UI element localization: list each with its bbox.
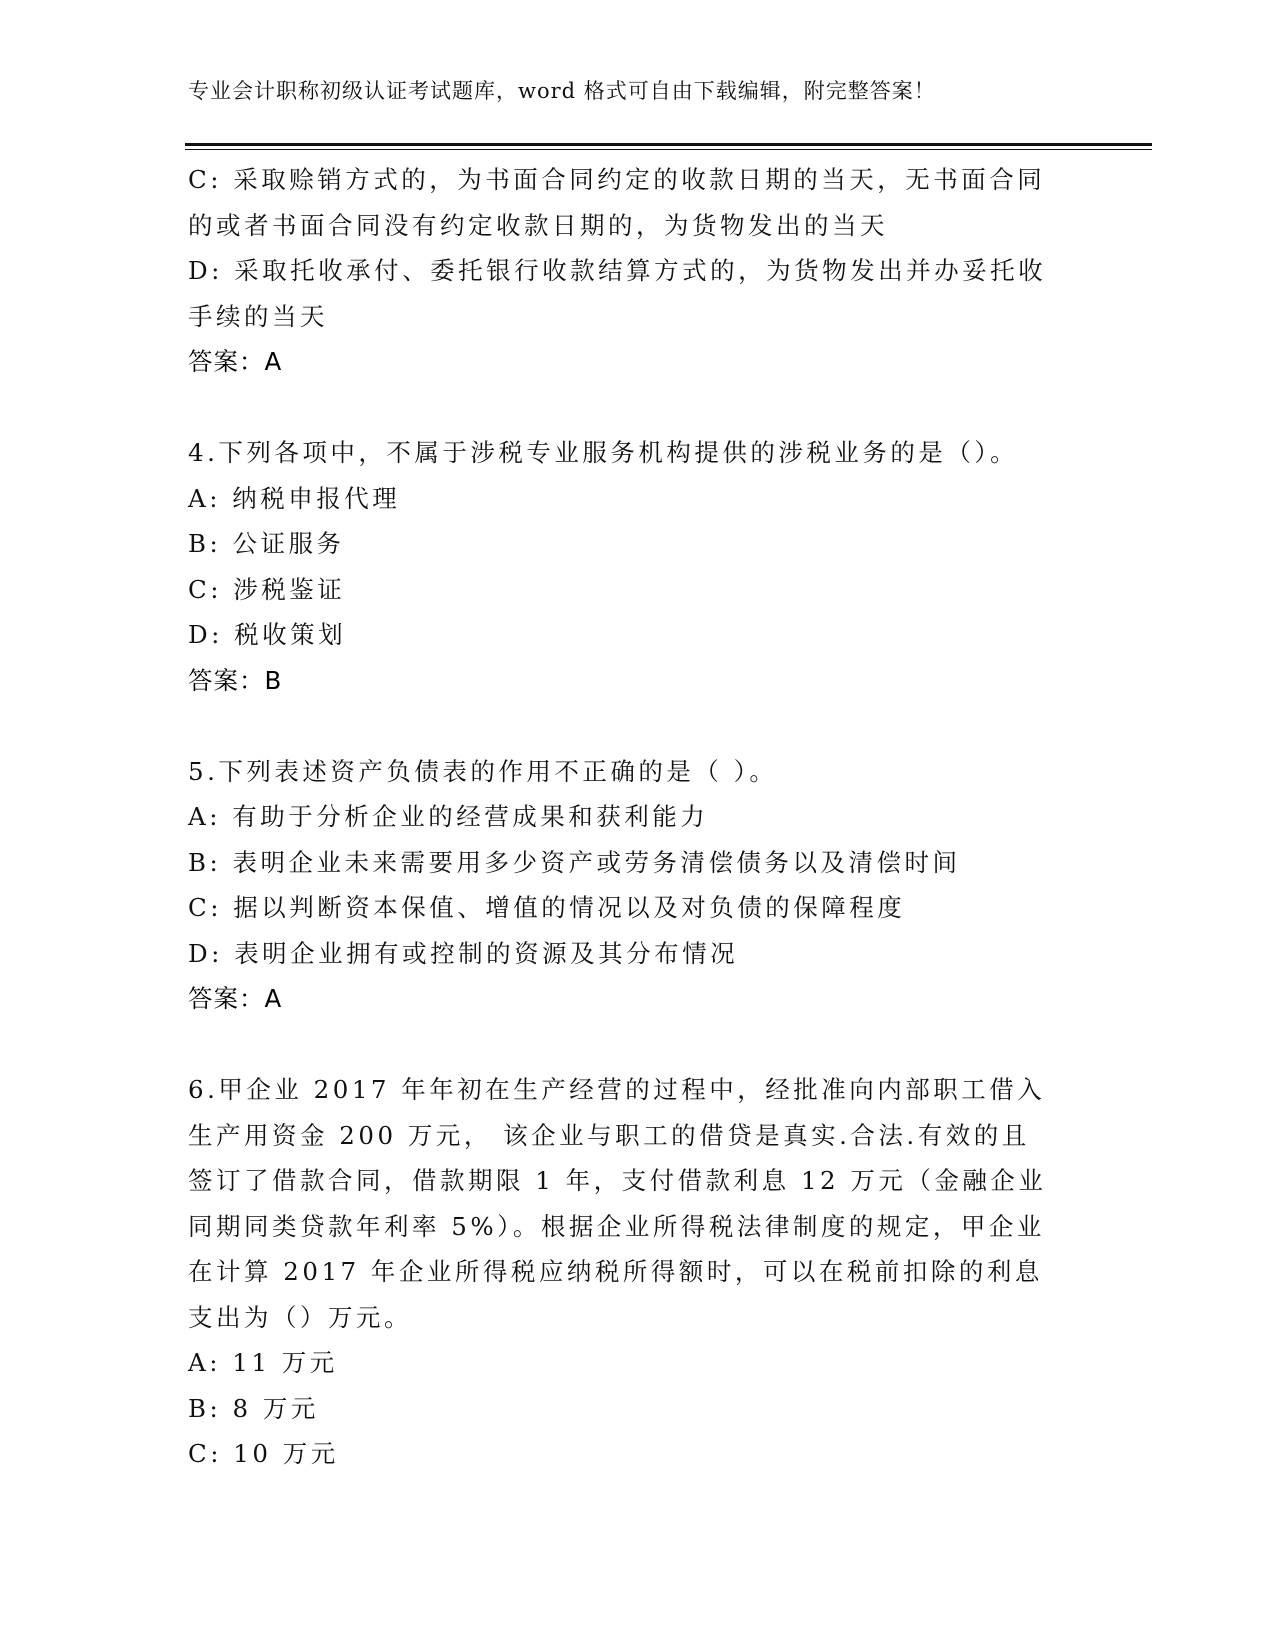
header-rule-thick	[185, 143, 1152, 146]
option-d-line-2: 手续的当天	[188, 301, 328, 331]
question-3-continued	[188, 157, 1088, 385]
option-c: C: 10 万元	[188, 1439, 339, 1468]
question-5	[188, 749, 1088, 1022]
question-stem-line-5: 在计算 2017 年企业所得税应纳税所得额时，可以在税前扣除的利息	[188, 1257, 1043, 1286]
question-stem: 5.下列表述资产负债表的作用不正确的是（ ）。	[188, 756, 778, 786]
question-4	[188, 430, 1088, 703]
document-body	[188, 157, 1088, 1477]
option-c-line-2: 的或者书面合同没有约定收款日期的，为货物发出的当天	[188, 210, 888, 240]
option-d: D: 税收策划	[188, 620, 347, 649]
option-c: C: 据以判断资本保值、增值的情况以及对负债的保障程度	[188, 893, 906, 922]
option-a: A: 纳税申报代理	[188, 483, 401, 513]
spacer	[188, 703, 1088, 749]
option-b: B: 8 万元	[188, 1393, 319, 1423]
question-stem: 4.下列各项中，不属于涉税专业服务机构提供的涉税业务的是（）。	[188, 438, 1019, 467]
question-stem-line-3: 签订了借款合同，借款期限 1 年，支付借款利息 12 万元（金融企业	[188, 1166, 1047, 1195]
option-c-line-1: C: 采取赊销方式的，为书面合同约定的收款日期的当天，无书面合同	[188, 165, 1046, 194]
answer-5: 答案：A	[188, 984, 283, 1013]
spacer	[188, 1022, 1088, 1068]
question-stem-line-4: 同期同类贷款年利率 5%）。根据企业所得税法律制度的规定，甲企业	[188, 1211, 1045, 1241]
header-rule-thin	[185, 149, 1152, 150]
option-c: C: 涉税鉴证	[188, 574, 346, 604]
question-stem-line-6: 支出为（）万元。	[188, 1302, 412, 1332]
option-b: B: 公证服务	[188, 529, 345, 558]
question-6	[188, 1067, 1088, 1477]
question-stem-line-1: 6.甲企业 2017 年年初在生产经营的过程中，经批准向内部职工借入	[188, 1075, 1046, 1104]
option-d-line-1: D: 采取托收承付、委托银行收款结算方式的，为货物发出并办妥托收	[188, 256, 1047, 285]
page-header: 专业会计职称初级认证考试题库，word 格式可自由下载编辑，附完整答案！	[188, 79, 936, 103]
answer-3: 答案：A	[188, 347, 283, 376]
option-a: A: 有助于分析企业的经营成果和获利能力	[188, 802, 709, 831]
option-d: D: 表明企业拥有或控制的资源及其分布情况	[188, 938, 739, 968]
question-stem-line-2: 生产用资金 200 万元， 该企业与职工的借贷是真实.合法.有效的且	[188, 1120, 1030, 1150]
option-a: A: 11 万元	[188, 1348, 338, 1377]
answer-4: 答案：B	[188, 665, 283, 695]
spacer	[188, 385, 1088, 431]
option-b: B: 表明企业未来需要用多少资产或劳务清偿债务以及清偿时间	[188, 847, 961, 877]
